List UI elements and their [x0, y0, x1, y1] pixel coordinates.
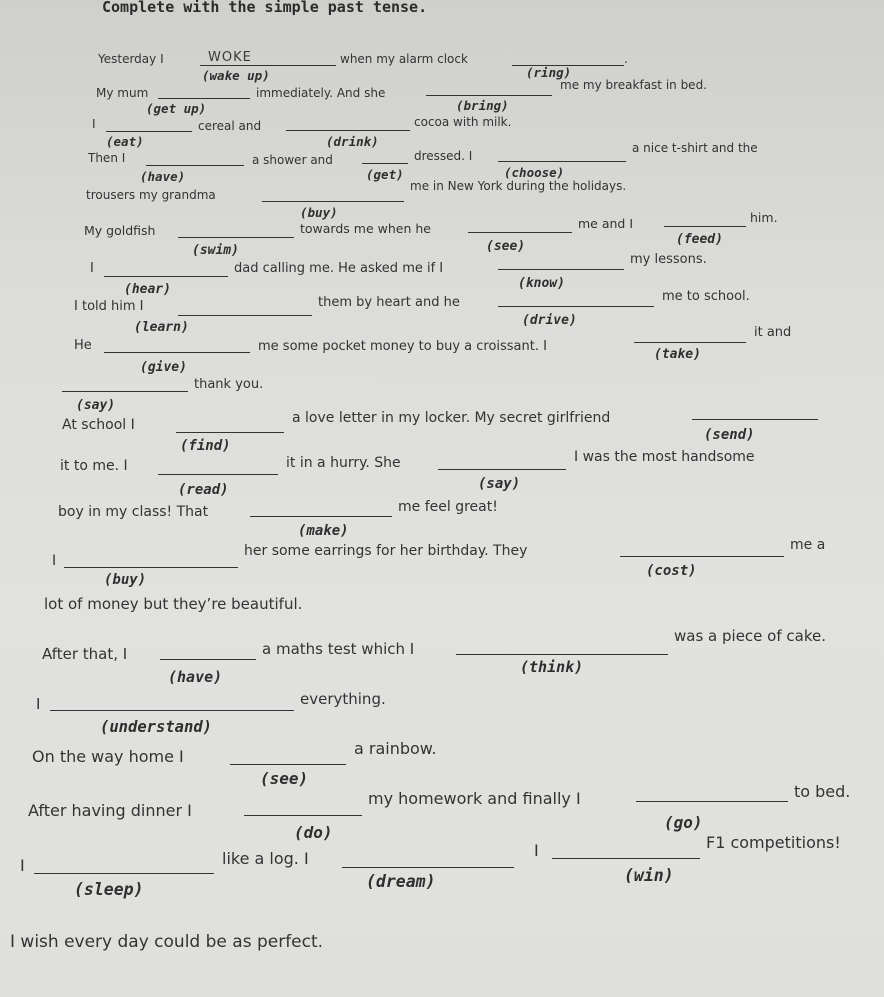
sentence-text: my homework and finally I: [368, 789, 581, 808]
sentence-text: a nice t-shirt and the: [632, 141, 758, 155]
verb-hint: (wake up): [202, 68, 270, 83]
sentence-text: lot of money but they’re beautiful.: [44, 595, 303, 613]
answer-blank[interactable]: [64, 567, 238, 568]
sentence-text: when my alarm clock: [340, 52, 468, 66]
answer-blank[interactable]: [230, 764, 346, 765]
answer-blank[interactable]: [636, 801, 788, 802]
sentence-text: thank you.: [194, 377, 264, 392]
sentence-text: My mum: [96, 86, 149, 100]
sentence-text: them by heart and he: [318, 295, 460, 310]
sentence-text: me feel great!: [398, 499, 498, 515]
verb-hint: (find): [180, 438, 231, 454]
sentence-text: it in a hurry. She: [286, 455, 401, 471]
answer-blank[interactable]: [106, 131, 192, 132]
verb-hint: (drink): [326, 134, 379, 149]
sentence-text: .: [624, 52, 628, 66]
verb-hint: (choose): [504, 165, 565, 180]
sentence-text: dressed. I: [414, 149, 473, 163]
sentence-text: a maths test which I: [262, 640, 415, 658]
sentence-text: her some earrings for her birthday. They: [244, 543, 528, 559]
sentence-text: me to school.: [662, 289, 750, 304]
sentence-text: me and I: [578, 216, 634, 231]
sentence-text: Yesterday I: [98, 52, 164, 66]
verb-hint: (win): [624, 866, 674, 885]
answer-blank[interactable]: [342, 867, 514, 868]
sentence-text: I: [534, 841, 539, 860]
answer-blank[interactable]: [552, 858, 700, 859]
answer-blank[interactable]: [286, 130, 410, 131]
answer-blank[interactable]: [244, 815, 362, 816]
sentence-text: I told him I: [74, 299, 144, 314]
sentence-text: At school I: [62, 417, 135, 433]
sentence-text: boy in my class! That: [58, 504, 209, 520]
verb-hint: (read): [178, 482, 229, 498]
verb-hint: (sleep): [74, 880, 144, 899]
sentence-text: immediately. And she: [256, 86, 386, 100]
verb-hint: (give): [140, 360, 187, 375]
answer-blank[interactable]: [250, 516, 392, 517]
answer-blank[interactable]: [438, 469, 566, 470]
sentence-text: me a: [790, 537, 826, 553]
verb-hint: (do): [294, 823, 333, 842]
answer-blank[interactable]: [262, 201, 404, 202]
answer-blank[interactable]: [456, 654, 668, 655]
sentence-text: it and: [754, 325, 792, 340]
verb-hint: (get up): [146, 101, 207, 116]
answer-blank[interactable]: [634, 342, 746, 343]
verb-hint: (have): [140, 169, 186, 184]
verb-hint: (dream): [366, 872, 436, 891]
verb-hint: (swim): [192, 243, 239, 258]
sentence-text: After having dinner I: [28, 801, 192, 820]
answer-blank[interactable]: [178, 315, 312, 316]
verb-hint: (get): [366, 167, 404, 182]
worksheet-title: Complete with the simple past tense.: [102, 0, 428, 16]
sentence-text: F1 competitions!: [706, 833, 841, 852]
sentence-text: I was the most handsome: [574, 449, 755, 465]
answer-blank[interactable]: [158, 474, 278, 475]
sentence-text: cocoa with milk.: [414, 115, 512, 129]
answer-blank[interactable]: [692, 419, 818, 420]
sentence-text: On the way home I: [32, 747, 184, 766]
answer-blank[interactable]: [146, 165, 244, 166]
answer-blank[interactable]: [664, 226, 746, 227]
sentence-text: everything.: [300, 690, 386, 708]
answer-blank[interactable]: [104, 276, 228, 277]
verb-hint: (buy): [300, 205, 338, 220]
sentence-text: trousers my grandma: [86, 188, 216, 202]
handwritten-answer: WOKE: [208, 50, 252, 65]
verb-hint: (know): [518, 276, 565, 291]
sentence-text: me my breakfast in bed.: [560, 78, 707, 92]
verb-hint: (bring): [456, 98, 509, 113]
sentence-text: He: [74, 338, 92, 353]
sentence-text: towards me when he: [300, 221, 431, 236]
answer-blank[interactable]: [468, 232, 572, 233]
verb-hint: (hear): [124, 282, 171, 297]
answer-blank[interactable]: [362, 163, 408, 164]
answer-blank[interactable]: [178, 237, 294, 238]
answer-blank[interactable]: [158, 98, 250, 99]
verb-hint: (say): [76, 398, 116, 413]
verb-hint: (see): [260, 769, 309, 788]
verb-hint: (learn): [134, 320, 189, 335]
answer-blank[interactable]: [176, 432, 284, 433]
sentence-text: was a piece of cake.: [674, 627, 826, 645]
answer-blank[interactable]: [498, 306, 654, 307]
answer-blank[interactable]: [50, 710, 294, 711]
verb-hint: (buy): [104, 572, 147, 588]
verb-hint: (go): [664, 813, 703, 832]
sentence-text: a love letter in my locker. My secret girlfriend: [292, 410, 611, 426]
sentence-text: me in New York during the holidays.: [410, 179, 627, 193]
sentence-text: him.: [750, 210, 778, 225]
sentence-text: me some pocket money to buy a croissant. I: [258, 339, 547, 354]
verb-hint: (make): [298, 523, 349, 539]
sentence-text: dad calling me. He asked me if I: [234, 261, 444, 276]
verb-hint: (see): [486, 239, 526, 254]
verb-hint: (cost): [646, 563, 697, 579]
answer-blank[interactable]: [620, 556, 784, 557]
verb-hint: (have): [168, 668, 223, 686]
answer-blank[interactable]: [200, 65, 336, 66]
sentence-text: I: [36, 695, 41, 713]
sentence-text: to bed.: [794, 782, 851, 801]
verb-hint: (eat): [106, 134, 144, 149]
answer-blank[interactable]: [498, 161, 626, 162]
sentence-text: I: [92, 117, 96, 131]
sentence-text: like a log. I: [222, 849, 309, 868]
sentence-text: a shower and: [252, 153, 333, 167]
verb-hint: (understand): [100, 718, 212, 736]
sentence-text: Then I: [88, 151, 126, 165]
answer-blank[interactable]: [34, 873, 214, 874]
closing-sentence: I wish every day could be as perfect.: [10, 932, 324, 952]
sentence-text: it to me. I: [60, 458, 128, 474]
answer-blank[interactable]: [62, 391, 188, 392]
sentence-text: I: [20, 856, 25, 875]
verb-hint: (feed): [676, 232, 723, 247]
sentence-text: my lessons.: [630, 252, 707, 267]
verb-hint: (send): [704, 427, 755, 443]
sentence-text: My goldfish: [84, 223, 156, 238]
sentence-text: I: [90, 261, 94, 276]
verb-hint: (say): [478, 476, 521, 492]
answer-blank[interactable]: [160, 659, 256, 660]
verb-hint: (ring): [526, 65, 572, 80]
verb-hint: (take): [654, 347, 701, 362]
sentence-text: After that, I: [42, 645, 128, 663]
sentence-text: I: [52, 553, 57, 569]
sentence-text: a rainbow.: [354, 739, 437, 758]
answer-blank[interactable]: [498, 269, 624, 270]
answer-blank[interactable]: [426, 95, 552, 96]
answer-blank[interactable]: [104, 352, 250, 353]
verb-hint: (think): [520, 658, 584, 676]
verb-hint: (drive): [522, 313, 577, 328]
sentence-text: cereal and: [198, 119, 262, 133]
